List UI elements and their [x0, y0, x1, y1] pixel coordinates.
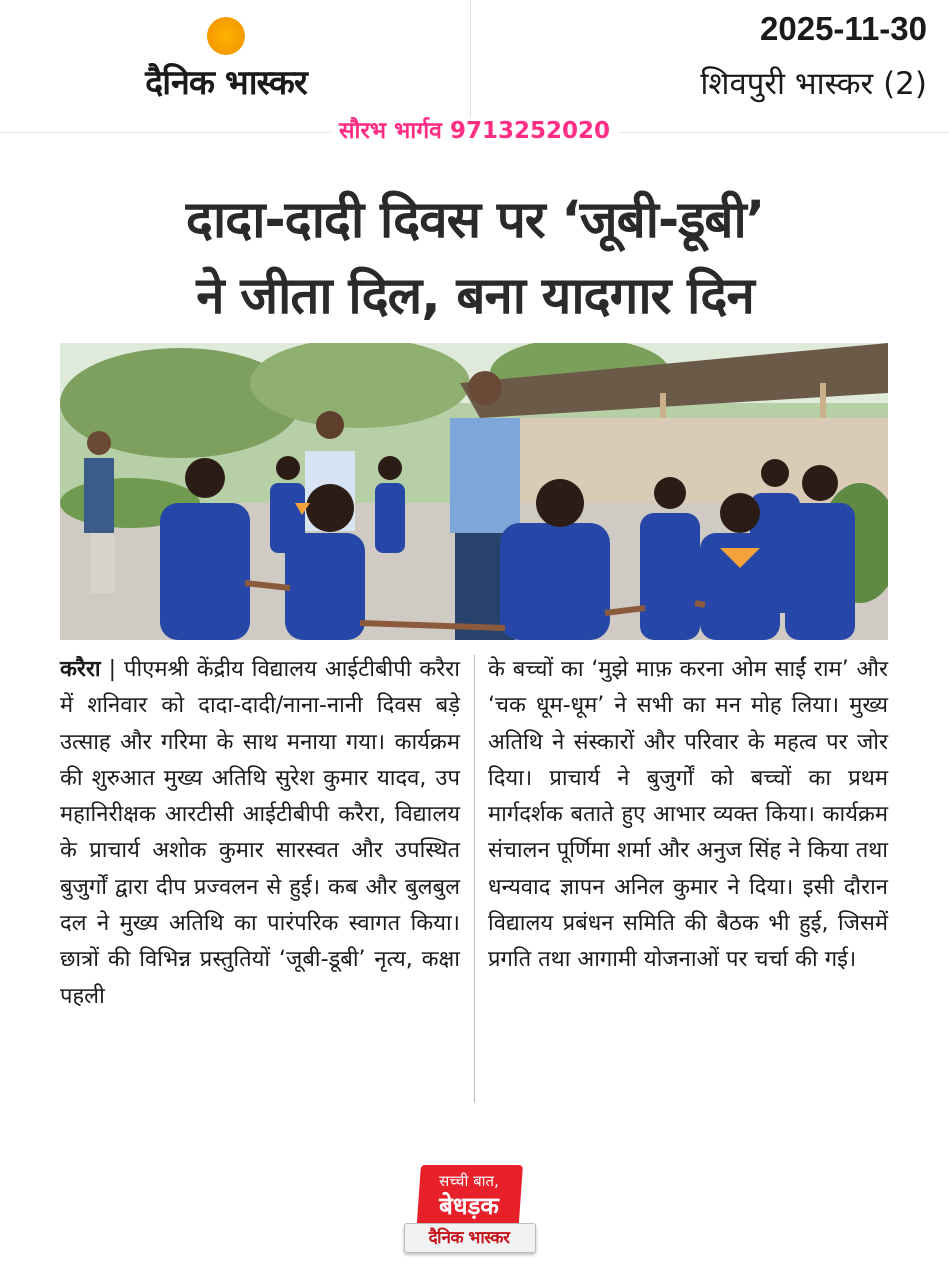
header-divider — [470, 0, 471, 130]
photo-illustration — [60, 343, 888, 640]
column-divider — [474, 655, 475, 1103]
article-body-right — [488, 652, 888, 979]
publication-date: 2025-11-30 — [760, 10, 927, 47]
promo-logo — [404, 1165, 534, 1261]
promo-tagline-2: बेधड़क — [439, 1192, 499, 1220]
promo-tagline-1: सच्ची बात, — [439, 1172, 499, 1190]
edition-label: शिवपुरी भास्कर (2) — [700, 66, 927, 102]
body-text-right: के बच्चों का ‘मुझे माफ़ करना ओम साईं राम’ और ‘चक धूम-धूम’ ने सभी का मन मोह लिया। मुख्य अतिथि ने संस्कारों और परिवार के महत्व पर जोर दिया। प्राचार्य ने बुजुर्गों को बच्चों का प्रथम मार्गदर्शक बताते हुए आभार व्यक्त किया। कार्यक्रम संचालन पूर्णिमा शर्मा और अनुज सिंह ने किया तथा धन्यवाद ज्ञापन अनिल कुमार ने दिया। इसी दौरान विद्यालय प्रबंधन समिति की बैठक भी हुई, जिसमें प्रगति तथा आगामी योजनाओं पर चर्चा की गई। — [488, 657, 888, 973]
article-body-left — [60, 652, 460, 1015]
promo-brand-name: दैनिक भास्कर — [428, 1228, 510, 1248]
newspaper-logo: दैनिक भास्कर — [145, 63, 307, 103]
sun-logo-icon — [207, 17, 245, 55]
reporter-credit — [0, 113, 949, 145]
headline-line-1: दादा-दादी दिवस पर ‘जूबी-डूबी’ — [185, 191, 765, 250]
article-photo — [60, 343, 888, 640]
headline-line-2: ने जीता दिल, बना यादगार दिन — [196, 267, 754, 326]
dateline: करैरा — [60, 657, 101, 682]
body-text-left: पीएमश्री केंद्रीय विद्यालय आईटीबीपी करैरा में शनिवार को दादा-दादी/नाना-नानी दिवस बड़े उत्साह और गरिमा के साथ मनाया गया। कार्यक्रम की शुरुआत मुख्य अतिथि सुरेश कुमार यादव, उप महानिरीक्षक आरटीसी आईटीबीपी करैरा, विद्यालय के प्राचार्य अशोक कुमार सारस्वत और उपस्थित बुजुर्गों द्वारा दीप प्रज्वलन से हुई। कब और बुलबुल दल ने मुख्य अतिथि का पारंपरिक स्वागत किया। छात्रों की विभिन्न प्रस्तुतियों ‘जूबी-डूबी’ नृत्य, कक्षा पहली — [60, 657, 460, 1009]
article-headline — [40, 183, 910, 335]
page-header — [0, 0, 949, 144]
dateline-separator: | — [100, 657, 124, 682]
reporter-credit-text: सौरभ भार्गव 9713252020 — [331, 118, 618, 144]
